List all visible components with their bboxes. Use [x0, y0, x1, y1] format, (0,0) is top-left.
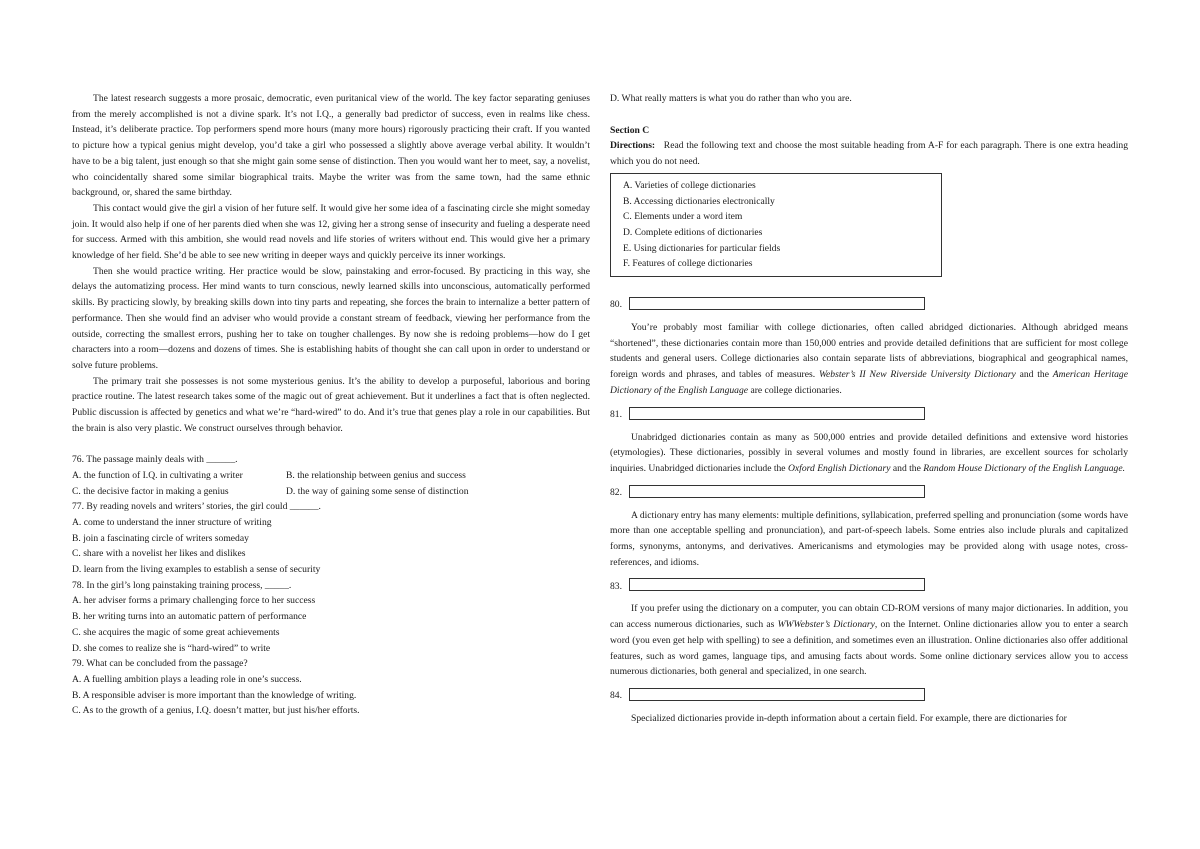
paragraph-80-text-1: You’re probably most familiar with college dictionaries, often called abridged dictionaries. Although abridged means “shortened”, these dictionaries contain more than 150,000 entries and provide detailed definitions that are sufficient for most college students and general users. College dictionaries also contain separate lists of abbreviations, biographical and geographical names, foreign words and phrases, and tables of measures. — [610, 322, 1128, 381]
answer-row-81 — [610, 407, 1128, 423]
question-78-option-d[interactable]: D. she comes to realize she is “hard-wired” to write — [72, 642, 271, 654]
paragraph-80-text-2: and the — [1015, 369, 1053, 381]
question-76-options-row-2 — [72, 484, 590, 500]
answer-box-83[interactable] — [629, 578, 925, 591]
paragraph-81-title-1: Oxford English Dictionary — [787, 462, 891, 474]
answer-number-80: 80. — [610, 299, 622, 311]
answer-number-83: 83. — [610, 580, 622, 592]
directions-label: Directions: — [610, 140, 656, 152]
question-78-option-b[interactable]: B. her writing turns into an automatic pattern of performance — [72, 611, 307, 623]
heading-option-a: A. Varieties of college dictionaries — [623, 179, 756, 191]
spacer — [72, 436, 590, 452]
directions — [610, 138, 1128, 169]
paragraph-83-title-1: WWWebster’s Dictionary — [777, 619, 875, 631]
question-76-option-a[interactable]: A. the function of I.Q. in cultivating a writer — [72, 469, 243, 481]
question-77-option-c[interactable]: C. share with a novelist her likes and dislikes — [72, 548, 246, 560]
paragraph-81 — [610, 430, 1128, 477]
question-76-option-b[interactable]: B. the relationship between genius and success — [286, 469, 466, 481]
question-79-option-b[interactable]: B. A responsible adviser is more important than the knowledge of writing. — [72, 689, 357, 701]
directions-text: Read the following text and choose the most suitable heading from A-F for each paragraph. There is one extra heading which you do not need. — [610, 140, 1128, 168]
heading-option-b: B. Accessing dictionaries electronically — [623, 195, 775, 207]
answer-box-81[interactable] — [629, 407, 925, 420]
question-79-option-c[interactable]: C. As to the growth of a genius, I.Q. doesn’t matter, but just his/her efforts. — [72, 705, 360, 717]
question-79-stem: 79. What can be concluded from the passage? — [72, 658, 248, 670]
paragraph-80-title-1: Webster’s II New Riverside University Dictionary — [818, 369, 1016, 381]
answer-number-81: 81. — [610, 408, 622, 420]
question-78-option-a[interactable]: A. her adviser forms a primary challenging force to her success — [72, 595, 316, 607]
question-79-option-a[interactable]: A. A fuelling ambition plays a leading role in one’s success. — [72, 674, 302, 685]
heading-option-c: C. Elements under a word item — [623, 211, 743, 223]
paragraph-82: A dictionary entry has many elements: multiple definitions, syllabication, preferred spelling and pronunciation (some words have more than one acceptable spelling and pronunciation), and part-of-speech labels. Some entries also include plurals and capitalized forms, synonyms, antonyms, and derivatives. Americanisms and etymologies may be provided along with usage notes, cross-references, and idioms. — [610, 509, 1128, 568]
left-column — [72, 91, 590, 719]
paragraph-80 — [610, 320, 1128, 399]
question-76 — [72, 452, 590, 499]
question-78-stem: 78. In the girl’s long painstaking training process, _____. — [72, 579, 292, 591]
section-title: Section C — [610, 124, 650, 136]
answer-number-84: 84. — [610, 690, 622, 702]
answer-box-80[interactable] — [629, 297, 925, 310]
question-77 — [72, 499, 590, 578]
right-column — [610, 91, 1128, 727]
paragraph-80-text-3: are college dictionaries. — [748, 384, 842, 396]
paragraph-83 — [610, 601, 1128, 680]
answer-number-82: 82. — [610, 486, 622, 498]
question-77-stem: 77. By reading novels and writers’ stories, the girl could ______. — [72, 501, 321, 513]
paragraph-83-text-2: , on the Internet. Online dictionaries allow you to enter a search word (you even get help with spelling) to see a definition, and sometimes even an illustration. Online dictionaries also offer additional features, such as word games, language tips, and amusing facts about words. Some online dictionary services allow you to access numerous dictionaries, both general and specialized, in one search. — [610, 619, 1128, 678]
passage-paragraph-3: Then she would practice writing. Her practice would be slow, painstaking and error-focused. By practicing in this way, she delays the automatizing process. Her mind wants to turn conscious, newly learned skills into unconscious, automatically performed skills. By practicing slowly, by breaking skills down into tiny parts and repeating, she forces the brain to internalize a better pattern of performance. Then she would find an adviser who would provide a constant stream of feedback, viewing her performance from the outside, correcting the smallest errors, pushing her to take on tougher challenges. By now she is redoing problems—how do I get characters into a room—dozens and dozens of times. She is establishing habits of thought she can call upon in order to understand or solve future problems. — [72, 265, 590, 371]
paragraph-84: Specialized dictionaries provide in-depth information about a certain field. For example, there are dictionaries for — [631, 712, 1067, 724]
answer-row-84 — [610, 688, 1128, 704]
paragraph-81-title-2: Random House Dictionary of the English Language. — [923, 462, 1125, 474]
question-76-stem: 76. The passage mainly deals with ______. — [72, 454, 238, 466]
question-78-option-c[interactable]: C. she acquires the magic of some great achievements — [72, 626, 280, 638]
question-79 — [72, 656, 590, 719]
answer-row-83 — [610, 578, 1128, 594]
passage-paragraph-2: This contact would give the girl a vision of her future self. It would give her some idea of a fascinating circle she might someday join. It would also help if one of her parents died when she was 12, giving her a strong sense of insecurity and fueling a desperate need for success. Armed with this ambition, she would read novels and life stories of writers without end. This would give her a primary knowledge of her field. She’d be able to see new writing in deeper ways and quickly perceive its inner workings. — [72, 202, 590, 262]
answer-row-82 — [610, 485, 1128, 501]
question-77-option-b[interactable]: B. join a fascinating circle of writers someday — [72, 532, 249, 544]
paragraph-81-text-2: and the — [890, 462, 924, 474]
paragraph-80-title-2: American Heritage Dictionary of the English Language — [610, 369, 1128, 396]
question-76-option-c[interactable]: C. the decisive factor in making a genius — [72, 485, 229, 497]
question-76-option-d[interactable]: D. the way of gaining some sense of distinction — [286, 485, 469, 497]
question-76-options-row-1 — [72, 468, 590, 484]
paragraph-81-text-1: Unabridged dictionaries contain as many as 500,000 entries and provide detailed definitions and extensive word histories (etymologies). These dictionaries, possibly in several volumes and mostly found in libraries, are excellent sources for scholarly inquiries. Unabridged dictionaries include the — [610, 431, 1128, 474]
answer-box-82[interactable] — [629, 485, 925, 498]
question-79-option-d[interactable]: D. What really matters is what you do rather than who you are. — [610, 93, 852, 104]
passage-paragraph-4: The primary trait she possesses is not some mysterious genius. It’s the ability to develop a purposeful, laborious and boring practice routine. The latest research takes some of the magic out of great achievement. But it underlines a fact that is often neglected. Public discussion is affected by genetics and what we’re “hard-wired” to do. And it’s true that genes play a role in our capabilities. But the brain is also very plastic. We construct ourselves through behavior. — [72, 375, 590, 434]
answer-row-80 — [610, 297, 1128, 313]
answer-box-84[interactable] — [629, 688, 925, 701]
headings-box — [610, 173, 942, 277]
heading-option-f: F. Features of college dictionaries — [623, 258, 753, 270]
question-78 — [72, 578, 590, 657]
passage-paragraph-1: The latest research suggests a more prosaic, democratic, even puritanical view of the world. The key factor separating geniuses from the merely accomplished is not a divine spark. It’s not I.Q., a generally bad predictor of success, even in realms like chess. Instead, it’s deliberate practice. Top performers spend more hours (many more hours) rigorously practicing their craft. If you wanted to picture how a typical genius might develop, you’d take a girl who possessed a slightly above average verbal ability. It wouldn’t have to be a big talent, just enough so that she might gain some sense of distinction. Then you would want her to meet, say, a novelist, who coincidentally shared some similar biographical traits. Maybe the writer was from the same town, had the same ethnic background, or, shared the same birthday. — [72, 93, 590, 199]
question-77-option-a[interactable]: A. come to understand the inner structure of writing — [72, 516, 272, 528]
paragraph-83-text-1: If you prefer using the dictionary on a computer, you can obtain CD-ROM versions of many major dictionaries. In addition, you can access numerous dictionaries, such as — [610, 603, 1128, 631]
heading-option-d: D. Complete editions of dictionaries — [623, 226, 763, 238]
question-77-option-d[interactable]: D. learn from the living examples to establish a sense of security — [72, 564, 321, 576]
heading-option-e: E. Using dictionaries for particular fields — [623, 242, 781, 254]
